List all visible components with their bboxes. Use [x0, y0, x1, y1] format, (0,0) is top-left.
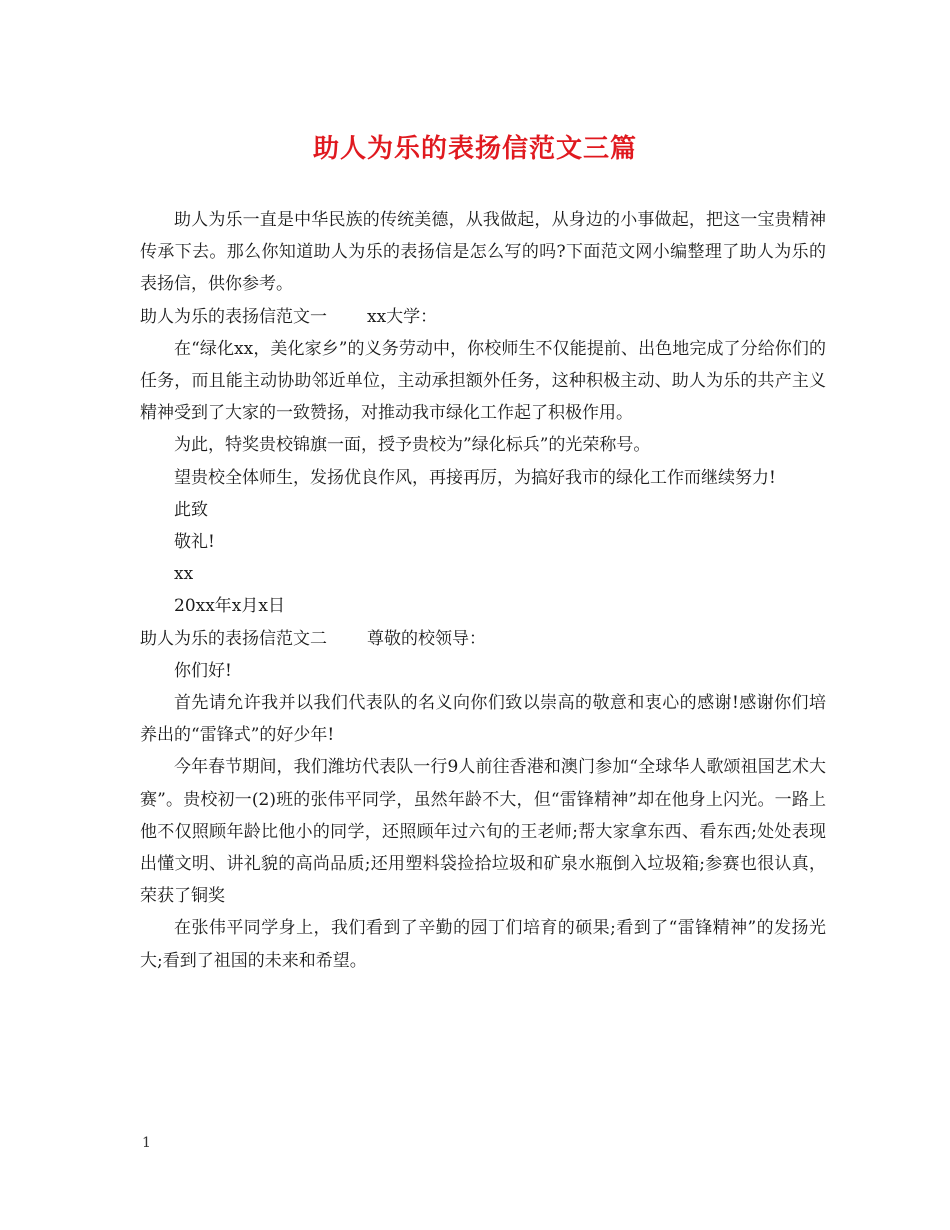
closing-line: 此致	[174, 499, 208, 520]
intro-paragraph: 助人为乐一直是中华民族的传统美德，从我做起，从身边的小事做起，把这一宝贵精神传承下去。那么你知道助人为乐的表扬信是怎么写的吗?下面范文网小编整理了助人为乐的表扬信，供你参考。	[140, 210, 826, 295]
body-paragraph: 在“绿化xx，美化家乡”的义务劳动中，你校师生不仅能提前、出色地完成了分给你们的任务，而且能主动协助邻近单位，主动承担额外任务，这种积极主动、助人为乐的共产主义精神受到了大家的一致赞扬，对推动我市绿化工作起了积极作用。	[140, 338, 826, 424]
section-title: 助人为乐的表扬信范文一	[140, 306, 327, 327]
page-number: 1	[142, 1135, 151, 1151]
document-body	[140, 204, 826, 977]
body-paragraph: 首先请允许我并以我们代表队的名义向你们致以崇高的敬意和衷心的感谢!感谢你们培养出的“雷锋式”的好少年!	[140, 693, 826, 746]
body-paragraph: 为此，特奖贵校锦旗一面，授予贵校为”绿化标兵”的光荣称号。	[174, 435, 651, 456]
closing-line: 敬礼!	[174, 532, 215, 553]
section-heading-1	[140, 301, 826, 333]
section-heading-2	[140, 623, 826, 655]
document-title: 助人为乐的表扬信范文三篇	[312, 134, 637, 164]
greeting-line: 你们好!	[174, 660, 232, 681]
signature: xx	[174, 564, 194, 585]
section-title: 助人为乐的表扬信范文二	[140, 628, 327, 649]
body-paragraph: 在张伟平同学身上，我们看到了辛勤的园丁们培育的硕果;看到了“雷锋精神”的发扬光大;看到了祖国的未来和希望。	[140, 918, 826, 971]
body-paragraph: 今年春节期间，我们潍坊代表队一行9人前往香港和澳门参加“全球华人歌颂祖国艺术大赛”。贵校初一(2)班的张伟平同学，虽然年龄不大，但“雷锋精神”却在他身上闪光。一路上他不仅照顾年龄比他小的同学，还照顾年过六旬的王老师;帮大家拿东西、看东西;处处表现出懂文明、讲礼貌的高尚品质;还用塑料袋捡拾垃圾和矿泉水瓶倒入垃圾箱;参赛也很认真，荣获了铜奖	[140, 757, 826, 907]
section-salutation: xx大学：	[367, 306, 438, 327]
date-line: 20xx年x月x日	[174, 596, 285, 617]
body-paragraph: 望贵校全体师生，发扬优良作风，再接再厉，为搞好我市的绿化工作而继续努力!	[174, 467, 776, 488]
section-salutation: 尊敬的校领导：	[367, 628, 486, 649]
